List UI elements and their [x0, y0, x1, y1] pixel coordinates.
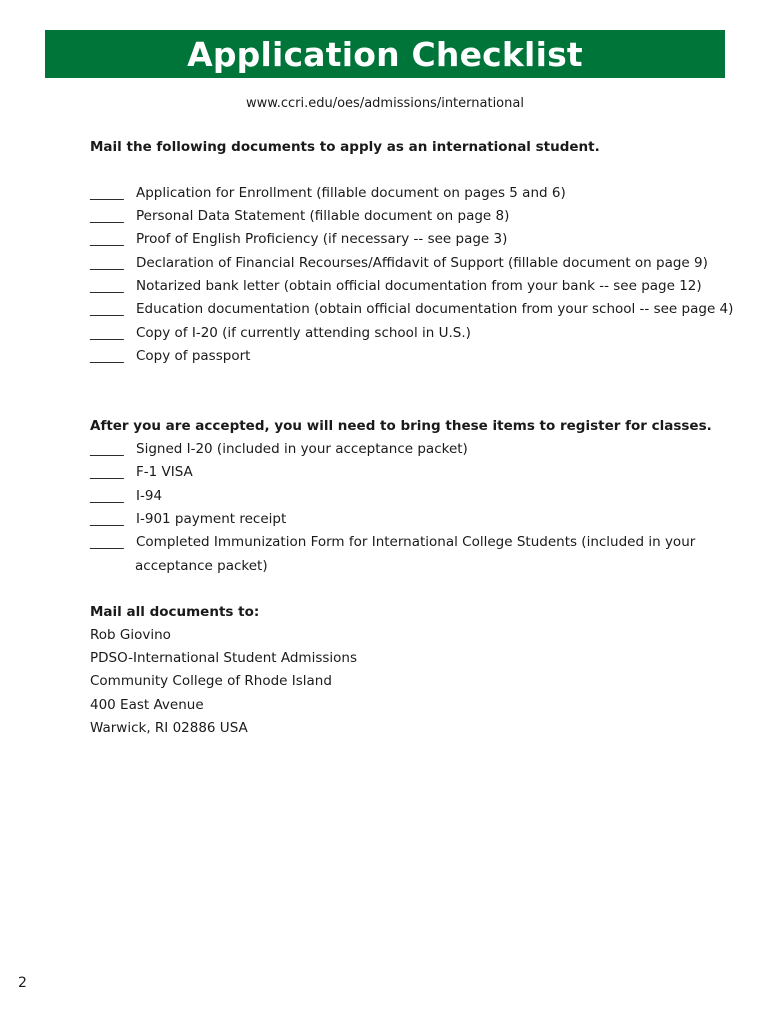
address-line: 400 East Avenue [90, 697, 204, 713]
item-text: Copy of passport [136, 348, 251, 364]
address-line: PDSO-International Student Admissions [90, 650, 358, 666]
checkbox-blank[interactable]: _____ [90, 325, 124, 341]
item-text: Application for Enrollment (fillable document on pages 5 and 6) [136, 185, 566, 201]
item-text: Proof of English Proficiency (if necessary -- see page 3) [136, 231, 508, 247]
checkbox-blank[interactable]: _____ [90, 185, 124, 201]
item-text: Notarized bank letter (obtain official documentation from your bank -- see page 12) [136, 278, 702, 294]
checklist-item [90, 324, 471, 342]
item-text: I-901 payment receipt [136, 511, 287, 527]
checklist-item [90, 207, 509, 225]
address-line: Rob Giovino [90, 627, 171, 643]
checklist-item [90, 254, 708, 272]
checklist-item [90, 230, 507, 248]
checkbox-blank[interactable]: _____ [90, 511, 124, 527]
item-text: Declaration of Financial Recourses/Affidavit of Support (fillable document on page 9) [136, 255, 708, 271]
checklist-item [90, 510, 286, 528]
checkbox-blank[interactable]: _____ [90, 464, 124, 480]
item-text: Education documentation (obtain official documentation from your school -- see page 4) [136, 301, 734, 317]
checkbox-blank[interactable]: _____ [90, 231, 124, 247]
checklist-item [90, 533, 695, 551]
checklist-item [90, 440, 468, 458]
checklist-item [90, 277, 702, 295]
item-text: Completed Immunization Form for International College Students (included in your [136, 534, 696, 550]
checkbox-blank[interactable]: _____ [90, 348, 124, 364]
item-text: F-1 VISA [136, 464, 193, 480]
checkbox-blank[interactable]: _____ [90, 278, 124, 294]
item-continuation: acceptance packet) [135, 558, 268, 574]
checklist-item [90, 487, 162, 505]
section1-heading: Mail the following documents to apply as an international student. [90, 139, 600, 155]
page-number: 2 [18, 975, 27, 991]
address-line: Community College of Rhode Island [90, 673, 332, 689]
mail-heading: Mail all documents to: [90, 604, 260, 620]
checkbox-blank[interactable]: _____ [90, 488, 124, 504]
section2-heading: After you are accepted, you will need to bring these items to register for classes. [90, 418, 712, 434]
checklist-item [90, 347, 250, 365]
item-text: Copy of I-20 (if currently attending school in U.S.) [136, 325, 471, 341]
checkbox-blank[interactable]: _____ [90, 208, 124, 224]
checklist-item [90, 184, 566, 202]
website-url[interactable]: www.ccri.edu/oes/admissions/international [246, 96, 524, 111]
checklist-item [90, 300, 733, 318]
checkbox-blank[interactable]: _____ [90, 301, 124, 317]
item-text: Signed I-20 (included in your acceptance packet) [136, 441, 468, 457]
address-line: Warwick, RI 02886 USA [90, 720, 248, 736]
checklist-item [90, 463, 193, 481]
page-title: Application Checklist [187, 34, 583, 74]
checkbox-blank[interactable]: _____ [90, 534, 124, 550]
item-text: I-94 [136, 488, 163, 504]
item-text: Personal Data Statement (fillable document on page 8) [136, 208, 510, 224]
title-banner [45, 30, 725, 78]
checkbox-blank[interactable]: _____ [90, 255, 124, 271]
checkbox-blank[interactable]: _____ [90, 441, 124, 457]
